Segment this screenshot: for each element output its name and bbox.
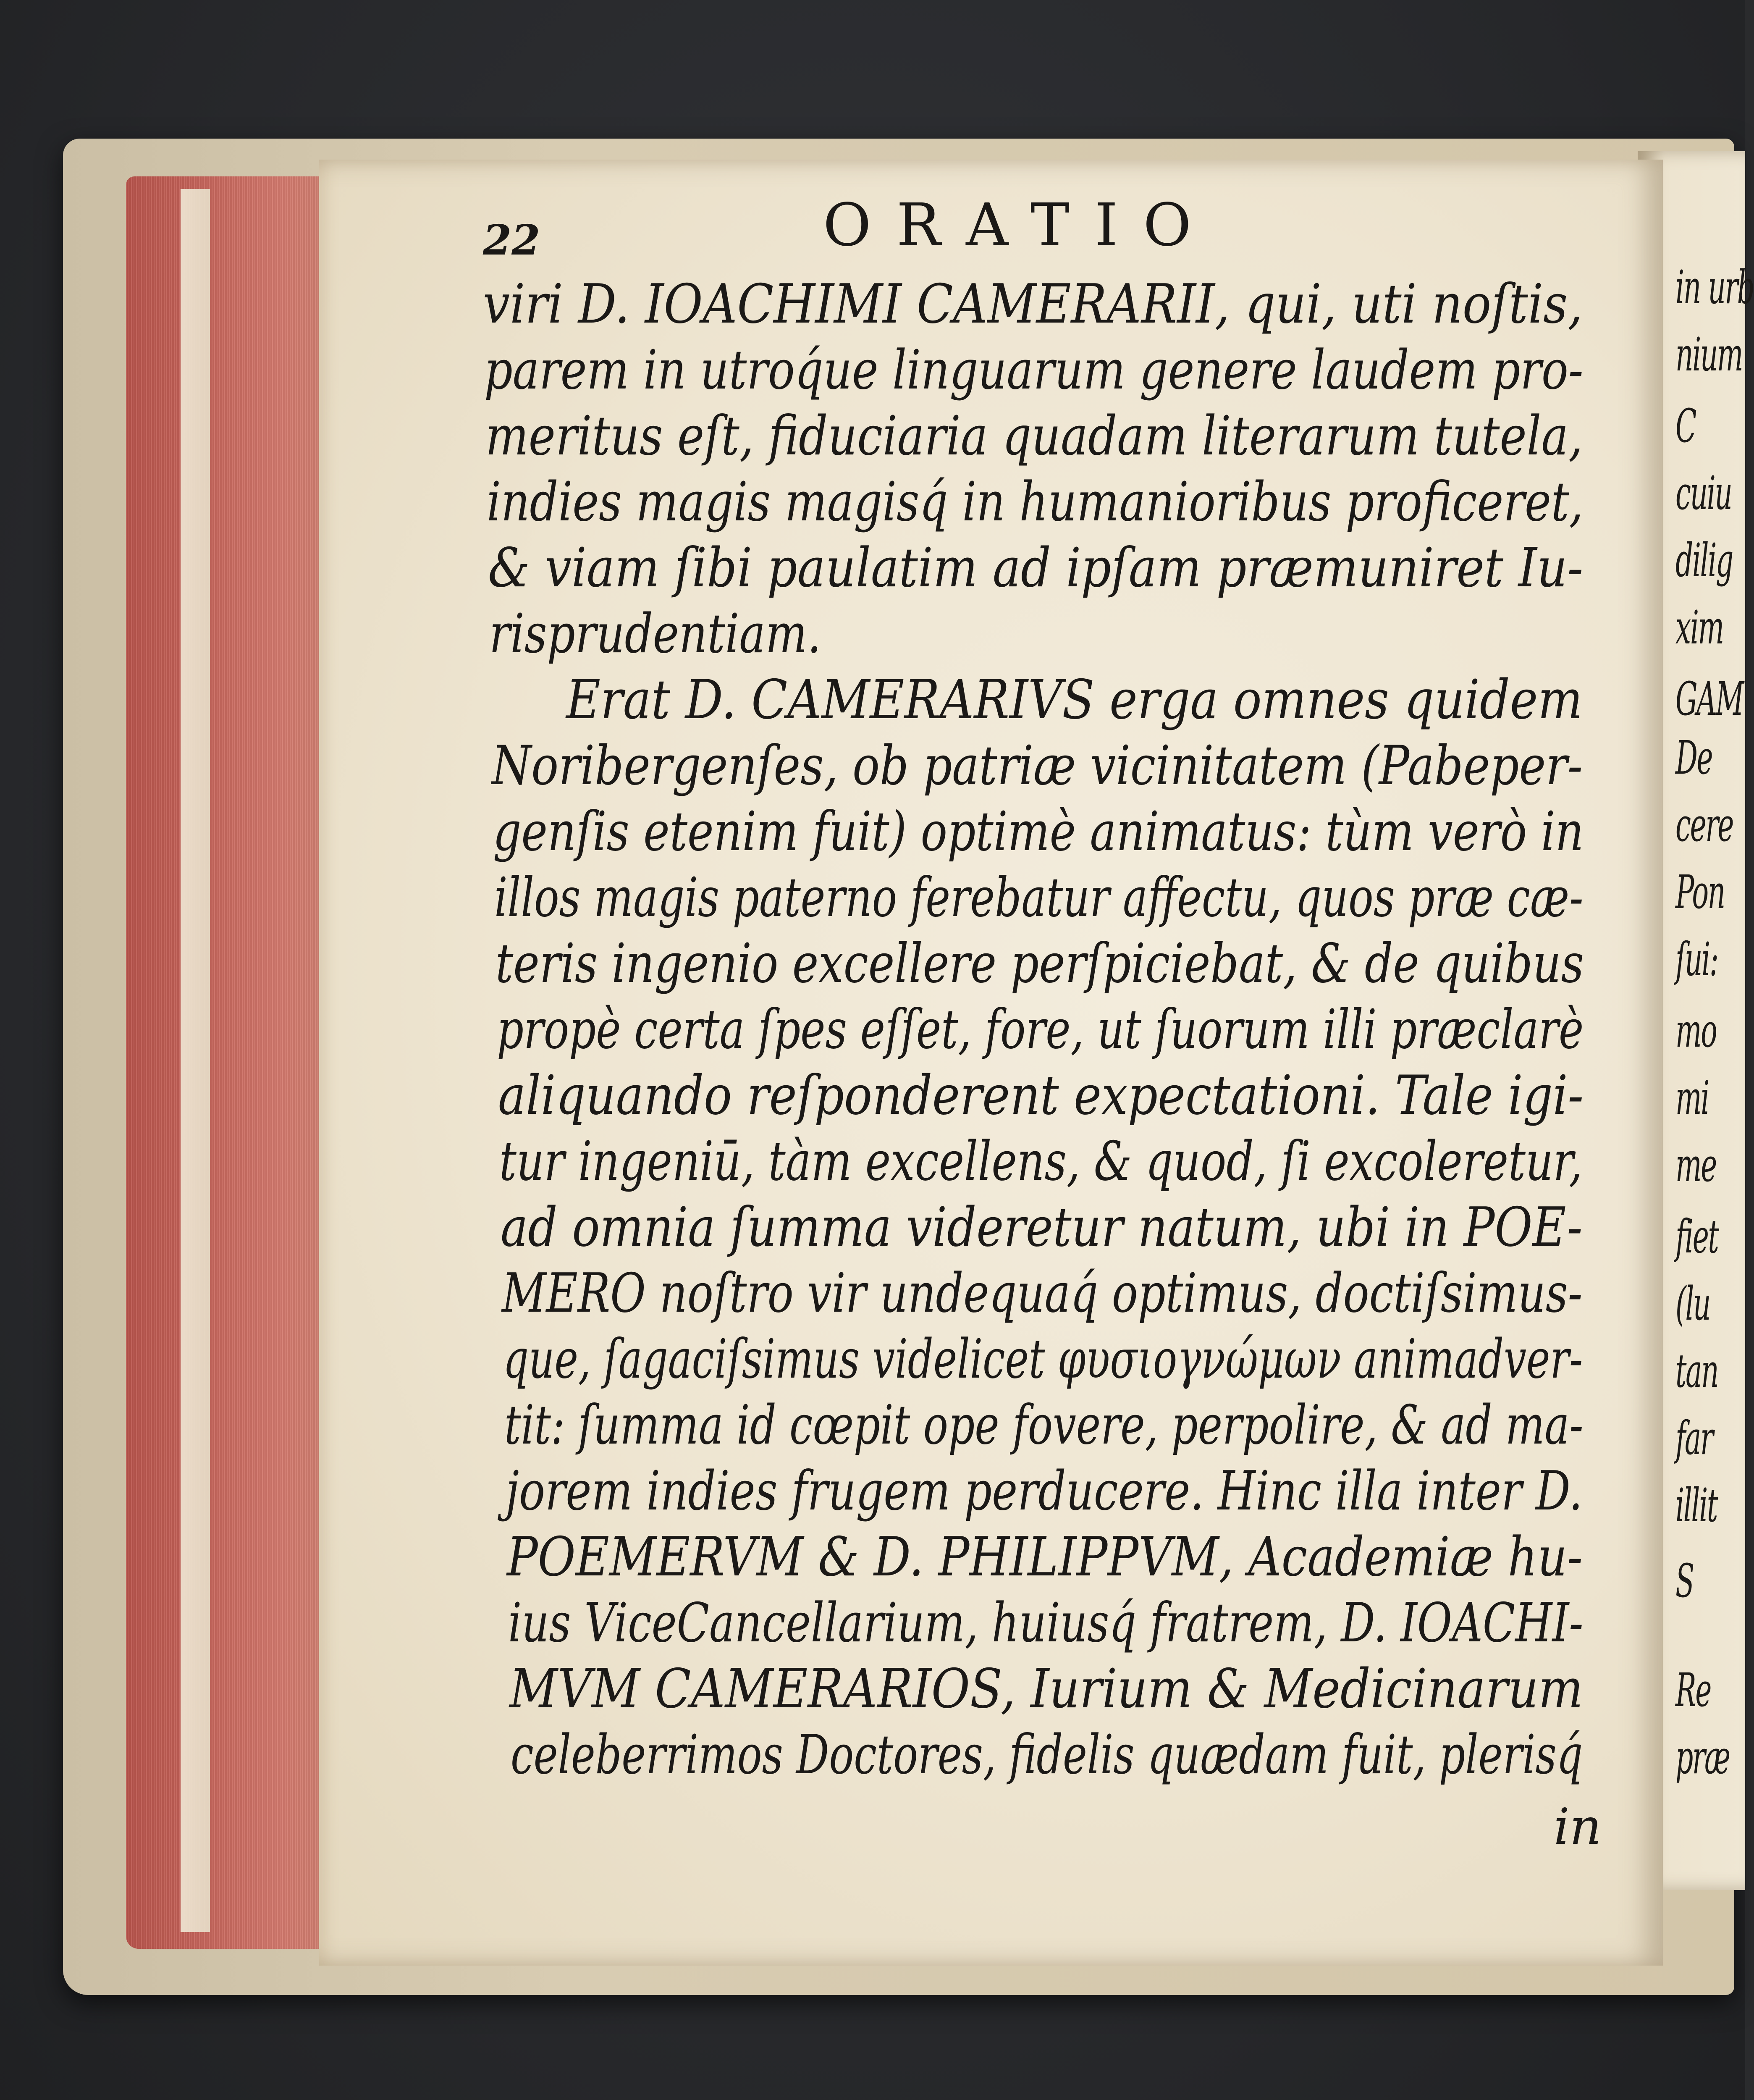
facing-text-fragment: mi bbox=[1675, 1071, 1709, 1125]
facing-text-fragment: tan bbox=[1675, 1344, 1718, 1398]
text-line: teris ingenio excellere perſpiciebat, & de quibus bbox=[496, 932, 1584, 995]
facing-text-fragment: S bbox=[1675, 1554, 1694, 1608]
facing-text-fragment: præ bbox=[1675, 1730, 1730, 1784]
facing-text-fragment: fiet bbox=[1675, 1210, 1718, 1263]
page-number: 22 bbox=[483, 216, 540, 265]
text-line: Erat D. CAMERARIVS erga omnes quidem bbox=[566, 669, 1583, 731]
facing-text-fragment: Re bbox=[1675, 1663, 1711, 1717]
text-line: & viam ſibi paulatim ad ipſam præmuniret Iu- bbox=[488, 537, 1584, 599]
facing-text-fragment: xim bbox=[1675, 601, 1723, 654]
text-line: indies magis magisq́ in humanioribus proficeret, bbox=[487, 471, 1584, 533]
facing-text-fragment: De bbox=[1675, 731, 1712, 785]
text-line: parem in utroq́ue linguarum genere laudem pro- bbox=[484, 339, 1584, 402]
text-line: propè certa ſpes eſſet, fore, ut ſuorum illi præclarè bbox=[497, 998, 1584, 1061]
text-line: tur ingeniū, tàm excellens, & quod, ſi excoleretur, bbox=[499, 1130, 1583, 1193]
bookmark-strip bbox=[181, 189, 210, 1932]
facing-text-fragment: cere bbox=[1675, 798, 1733, 852]
facing-text-fragment: in urb bbox=[1675, 260, 1754, 314]
text-line: Noribergenſes, ob patriæ vicinitatem (Pabeper- bbox=[492, 735, 1583, 797]
text-line: celeberrimos Doctores, fidelis quædam fuit, plerisq́ bbox=[511, 1724, 1583, 1786]
facing-text-fragment: C bbox=[1675, 399, 1696, 453]
text-line: aliquando reſponderent expectationi. Tale igi- bbox=[498, 1064, 1584, 1127]
facing-text-fragment: illit bbox=[1675, 1478, 1717, 1532]
text-line: MVM CAMERARIOS, Iurium & Medicinarum bbox=[509, 1658, 1584, 1720]
text-line: jorem indies frugem perducere. Hinc illa inter D. bbox=[506, 1460, 1583, 1522]
page-fore-edge bbox=[126, 176, 336, 1949]
facing-text-fragment: ſui: bbox=[1675, 932, 1718, 986]
facing-text-fragment: cuiu bbox=[1675, 466, 1732, 520]
text-line: viri D. IOACHIMI CAMERARII, qui, uti noſtis, bbox=[483, 273, 1583, 336]
facing-text-fragment: far bbox=[1675, 1411, 1713, 1465]
text-line: meritus eſt, fiduciaria quadam literarum tutela, bbox=[485, 405, 1583, 467]
text-line: risprudentiam. bbox=[489, 603, 821, 665]
text-line: tit: ſumma id cœpit ope fovere, perpolire, & ad ma- bbox=[504, 1394, 1584, 1457]
text-line: MERO noſtro vir undequaq́ optimus, doctiſsimus- bbox=[502, 1262, 1583, 1325]
facing-text-fragment: (lu bbox=[1675, 1277, 1710, 1331]
facing-text-fragment: GAM bbox=[1675, 672, 1743, 726]
facing-text-fragment: nium bbox=[1675, 328, 1743, 381]
running-head: ORATIO bbox=[823, 191, 1217, 260]
catchword: in bbox=[1554, 1798, 1602, 1856]
facing-text-fragment: dilig bbox=[1675, 533, 1733, 587]
facing-text-fragment: me bbox=[1675, 1138, 1716, 1192]
text-line: genſis etenim fuit) optimè animatus: tùm verò in bbox=[493, 801, 1584, 863]
text-line: que, ſagaciſsimus videlicet φυσιογνώμων animadver- bbox=[503, 1328, 1583, 1391]
facing-text-fragment: Pon bbox=[1675, 865, 1725, 919]
text-line: illos magis paterno ferebatur affectu, quos præ cæ- bbox=[494, 866, 1584, 929]
facing-text-fragment: mo bbox=[1675, 1004, 1717, 1058]
text-line: ad omnia ſumma videretur natum, ubi in POE- bbox=[501, 1196, 1583, 1259]
text-line: ius ViceCancellarium, huiusq́ fratrem, D. IOACHI- bbox=[508, 1592, 1584, 1654]
text-line: POEMERVM & D. PHILIPPVM, Academiæ hu- bbox=[507, 1526, 1583, 1588]
